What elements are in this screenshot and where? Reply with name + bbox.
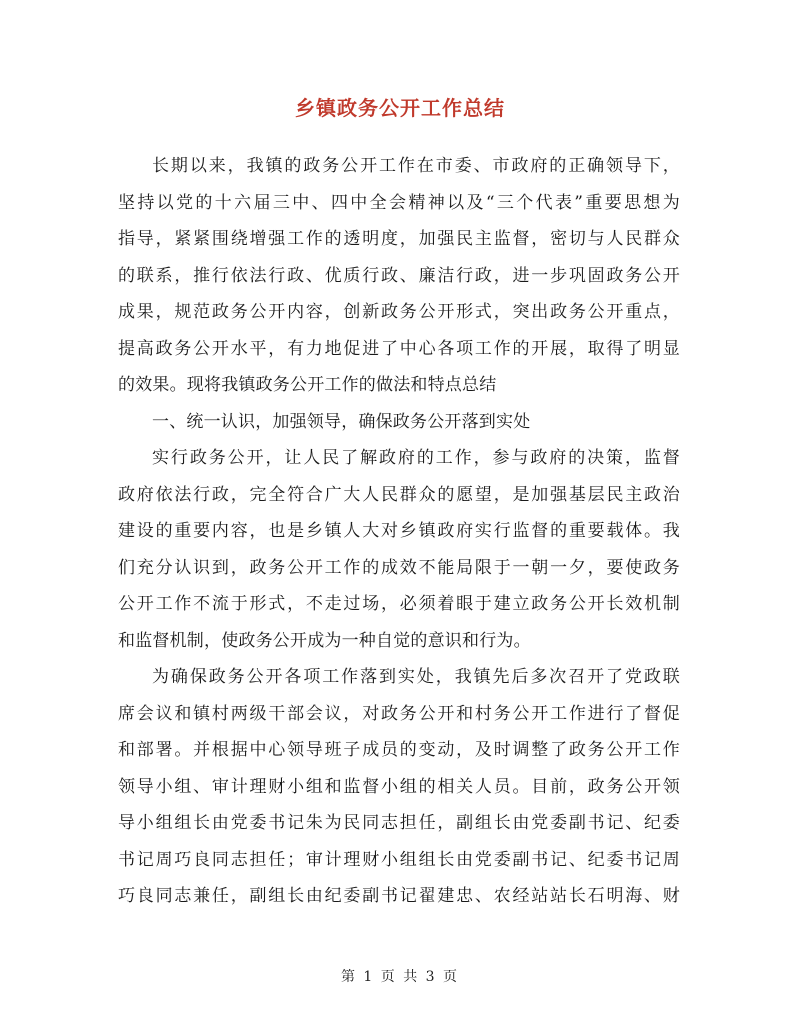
body-line: 的效果。现将我镇政务公开工作的做法和特点总结 xyxy=(118,375,497,395)
document-body xyxy=(118,148,680,915)
body-line: 一、统一认识，加强领导，确保政务公开落到实处 xyxy=(152,411,531,432)
page-footer: 第 1 页 共 3 页 xyxy=(340,969,460,985)
body-line: 成果，规范政务公开内容，创新政务公开形式，突出政务公开重点， xyxy=(118,302,680,322)
body-line: 和部署。并根据中心领导班子成员的变动，及时调整了政务公开工作 xyxy=(118,740,680,760)
body-line: 领导小组、审计理财小组和监督小组的相关人员。目前，政务公开领 xyxy=(118,776,680,797)
body-line: 书记周巧良同志担任；审计理财小组组长由党委副书记、纪委书记周 xyxy=(118,849,680,870)
body-line: 建设的重要内容，也是乡镇人大对乡镇政府实行监督的重要载体。我 xyxy=(118,521,680,541)
body-line: 实行政务公开，让人民了解政府的工作，参与政府的决策，监督 xyxy=(152,448,680,468)
body-line: 巧良同志兼任，副组长由纪委副书记翟建忠、农经站站长石明海、财 xyxy=(118,886,680,906)
body-line: 席会议和镇村两级干部会议，对政务公开和村务公开工作进行了督促 xyxy=(118,703,680,724)
body-line: 提高政务公开水平，有力地促进了中心各项工作的开展，取得了明显 xyxy=(118,338,680,359)
body-line: 为确保政务公开各项工作落到实处，我镇先后多次召开了党政联 xyxy=(152,667,680,687)
body-line: 和监督机制，使政务公开成为一种自觉的意识和行为。 xyxy=(118,630,531,651)
body-line: 导小组组长由党委书记朱为民同志担任，副组长由党委副书记、纪委 xyxy=(118,813,680,833)
body-line: 指导，紧紧围绕增强工作的透明度，加强民主监督，密切与人民群众 xyxy=(118,229,680,249)
body-line: 公开工作不流于形式，不走过场，必须着眼于建立政务公开长效机制 xyxy=(118,594,680,614)
body-line: 政府依法行政，完全符合广大人民群众的愿望，是加强基层民主政治 xyxy=(118,484,680,505)
body-line: 的联系，推行依法行政、优质行政、廉洁行政，进一步巩固政务公开 xyxy=(118,265,680,286)
body-line: 坚持以党的十六届三中、四中全会精神以及“三个代表”重要思想为 xyxy=(118,192,680,213)
document-title: 乡镇政务公开工作总结 xyxy=(295,96,505,120)
body-line: 长期以来，我镇的政务公开工作在市委、市政府的正确领导下， xyxy=(152,156,680,176)
body-line: 们充分认识到，政务公开工作的成效不能局限于一朝一夕，要使政务 xyxy=(118,557,680,578)
